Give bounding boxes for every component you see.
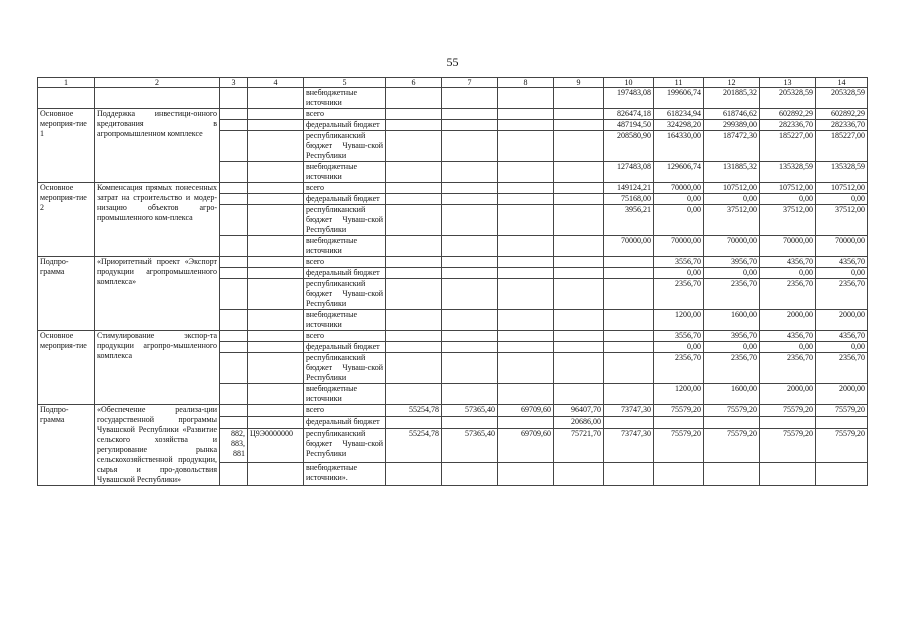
column-header: 1: [38, 78, 95, 88]
value-cell: [386, 205, 442, 236]
source-cell: федеральный бюджет: [304, 417, 386, 429]
source-cell: всего: [304, 183, 386, 194]
value-cell: 75579,20: [760, 405, 816, 417]
code-cs-cell: [248, 331, 304, 342]
value-cell: 164330,00: [654, 131, 704, 162]
value-cell: 324298,20: [654, 120, 704, 131]
value-cell: [498, 183, 554, 194]
value-cell: [386, 331, 442, 342]
activity-title-cell: Компенсация прямых понесенных затрат на строительство и модер-низацию объектов агро-промышленного ком-плекса: [95, 183, 220, 257]
value-cell: [604, 279, 654, 310]
empty-cell: [248, 88, 304, 109]
code-cs-cell: [248, 120, 304, 131]
value-cell: 282336,70: [816, 120, 868, 131]
budget-table: [37, 77, 868, 486]
value-cell: 0,00: [760, 194, 816, 205]
code-gr-cell: [220, 462, 248, 485]
value-cell: 57365,40: [442, 429, 498, 463]
value-cell: [704, 462, 760, 485]
value-cell: 70000,00: [760, 236, 816, 257]
table-row: [38, 257, 868, 268]
code-gr-cell: [220, 205, 248, 236]
source-cell: республиканский бюджет Чуваш-ской Республики: [304, 429, 386, 463]
value-cell: [604, 257, 654, 268]
value-cell: 0,00: [654, 268, 704, 279]
value-cell: 75579,20: [760, 429, 816, 463]
value-cell: 96407,70: [554, 405, 604, 417]
value-cell: [498, 417, 554, 429]
value-cell: [386, 384, 442, 405]
value-cell: [386, 183, 442, 194]
column-header: 11: [654, 78, 704, 88]
value-cell: [604, 310, 654, 331]
value-cell: [442, 131, 498, 162]
value-cell: [554, 257, 604, 268]
value-cell: 107512,00: [760, 183, 816, 194]
value-cell: 75579,20: [816, 405, 868, 417]
table-row: [38, 109, 868, 120]
column-header: 12: [704, 78, 760, 88]
source-cell: всего: [304, 257, 386, 268]
value-cell: [554, 331, 604, 342]
code-cs-cell: Ц9Э0000000: [248, 429, 304, 463]
source-cell: внебюджетные источники: [304, 236, 386, 257]
code-cs-cell: [248, 384, 304, 405]
value-cell: 2356,70: [654, 279, 704, 310]
value-cell: 4356,70: [816, 257, 868, 268]
source-cell: республиканский бюджет Чуваш-ской Республики: [304, 279, 386, 310]
value-cell: 487194,50: [604, 120, 654, 131]
value-cell: 69709,60: [498, 429, 554, 463]
value-cell: 2000,00: [816, 384, 868, 405]
value-cell: [760, 462, 816, 485]
value-cell: [554, 384, 604, 405]
value-cell: [386, 131, 442, 162]
column-header: 8: [498, 78, 554, 88]
code-cs-cell: [248, 162, 304, 183]
value-cell: [498, 120, 554, 131]
value-cell: [386, 162, 442, 183]
value-cell: [442, 384, 498, 405]
value-cell: [604, 268, 654, 279]
source-cell: республиканский бюджет Чуваш-ской Республики: [304, 205, 386, 236]
source-cell: внебюджетные источники».: [304, 462, 386, 485]
value-cell: [442, 268, 498, 279]
empty-cell: [38, 88, 95, 109]
value-cell: 0,00: [816, 194, 868, 205]
value-cell: [498, 205, 554, 236]
value-cell: [442, 342, 498, 353]
code-gr-cell: [220, 331, 248, 342]
value-cell: [554, 88, 604, 109]
value-cell: [442, 310, 498, 331]
value-cell: [386, 120, 442, 131]
value-cell: 57365,40: [442, 405, 498, 417]
code-gr-cell: [220, 405, 248, 417]
header-row: [38, 78, 868, 88]
value-cell: [386, 417, 442, 429]
value-cell: 0,00: [704, 194, 760, 205]
code-cs-cell: [248, 257, 304, 268]
value-cell: [498, 236, 554, 257]
code-gr-cell: [220, 120, 248, 131]
column-header: 3: [220, 78, 248, 88]
value-cell: [554, 268, 604, 279]
value-cell: 69709,60: [498, 405, 554, 417]
activity-title-cell: «Обеспечение реализа-ции государственной программы Чувашской Республики «Развитие сельского хозяйства и регулирование рынка сельскохозяйственной продукции, сырья и про-довольствия Чувашской Республики»: [95, 405, 220, 486]
value-cell: 73747,30: [604, 405, 654, 417]
value-cell: 3556,70: [654, 257, 704, 268]
value-cell: [554, 131, 604, 162]
code-gr-cell: [220, 417, 248, 429]
value-cell: 70000,00: [816, 236, 868, 257]
value-cell: [442, 353, 498, 384]
value-cell: [442, 205, 498, 236]
value-cell: [498, 342, 554, 353]
value-cell: [386, 88, 442, 109]
value-cell: 75721,70: [554, 429, 604, 463]
value-cell: [498, 353, 554, 384]
value-cell: 4356,70: [760, 331, 816, 342]
activity-type-cell: Основное мероприя-тие 1: [38, 109, 95, 183]
value-cell: 3956,70: [704, 257, 760, 268]
code-cs-cell: [248, 279, 304, 310]
column-header: 4: [248, 78, 304, 88]
value-cell: 1200,00: [654, 384, 704, 405]
value-cell: [816, 417, 868, 429]
value-cell: 4356,70: [760, 257, 816, 268]
value-cell: 0,00: [654, 194, 704, 205]
column-header: 5: [304, 78, 386, 88]
value-cell: [554, 342, 604, 353]
value-cell: [442, 194, 498, 205]
value-cell: 37512,00: [704, 205, 760, 236]
source-cell: федеральный бюджет: [304, 194, 386, 205]
value-cell: [442, 183, 498, 194]
column-header: 2: [95, 78, 220, 88]
value-cell: 55254,78: [386, 405, 442, 417]
value-cell: 0,00: [760, 342, 816, 353]
value-cell: 1600,00: [704, 310, 760, 331]
value-cell: 2000,00: [760, 310, 816, 331]
value-cell: 1600,00: [704, 384, 760, 405]
code-gr-cell: [220, 236, 248, 257]
value-cell: [386, 310, 442, 331]
activity-title-cell: Стимулирование экспор-та продукции агропро-мышленного комплекса: [95, 331, 220, 405]
value-cell: [498, 384, 554, 405]
value-cell: 205328,59: [816, 88, 868, 109]
value-cell: 75579,20: [654, 429, 704, 463]
table-row: [38, 88, 868, 109]
value-cell: [498, 279, 554, 310]
value-cell: 70000,00: [704, 236, 760, 257]
value-cell: [554, 353, 604, 384]
code-gr-cell: [220, 310, 248, 331]
code-gr-cell: [220, 194, 248, 205]
source-cell: республиканский бюджет Чуваш-ской Республики: [304, 353, 386, 384]
value-cell: 185227,00: [760, 131, 816, 162]
code-cs-cell: [248, 310, 304, 331]
value-cell: [498, 462, 554, 485]
source-cell: внебюджетные источники: [304, 310, 386, 331]
source-cell: федеральный бюджет: [304, 342, 386, 353]
empty-cell: [95, 88, 220, 109]
code-gr-cell: [220, 109, 248, 120]
value-cell: [554, 462, 604, 485]
code-cs-cell: [248, 353, 304, 384]
page-number: 55: [446, 55, 459, 69]
value-cell: [498, 162, 554, 183]
value-cell: 199606,74: [654, 88, 704, 109]
value-cell: 3956,70: [704, 331, 760, 342]
value-cell: 1200,00: [654, 310, 704, 331]
source-cell: всего: [304, 109, 386, 120]
value-cell: 197483,08: [604, 88, 654, 109]
value-cell: 282336,70: [760, 120, 816, 131]
value-cell: 2356,70: [816, 353, 868, 384]
source-cell: внебюджетные источники: [304, 162, 386, 183]
value-cell: 2000,00: [816, 310, 868, 331]
value-cell: [442, 162, 498, 183]
value-cell: 75579,20: [654, 405, 704, 417]
value-cell: 2356,70: [760, 353, 816, 384]
value-cell: [442, 109, 498, 120]
column-header: 9: [554, 78, 604, 88]
value-cell: 3956,21: [604, 205, 654, 236]
value-cell: 2356,70: [704, 353, 760, 384]
code-cs-cell: [248, 205, 304, 236]
value-cell: 127483,08: [604, 162, 654, 183]
value-cell: 131885,32: [704, 162, 760, 183]
value-cell: 135328,59: [816, 162, 868, 183]
code-gr-cell: [220, 162, 248, 183]
value-cell: [760, 417, 816, 429]
value-cell: 0,00: [654, 205, 704, 236]
activity-title-cell: Поддержка инвестици-онного кредитования в агропромышленном комплексе: [95, 109, 220, 183]
activity-type-cell: Подпро-грамма: [38, 405, 95, 486]
code-gr-cell: [220, 384, 248, 405]
value-cell: [704, 417, 760, 429]
value-cell: 107512,00: [704, 183, 760, 194]
column-header: 13: [760, 78, 816, 88]
value-cell: 20686,00: [554, 417, 604, 429]
value-cell: 208580,90: [604, 131, 654, 162]
value-cell: [498, 109, 554, 120]
value-cell: 2356,70: [816, 279, 868, 310]
code-cs-cell: [248, 131, 304, 162]
code-cs-cell: [248, 417, 304, 429]
value-cell: [554, 236, 604, 257]
source-cell: внебюджетные источники: [304, 384, 386, 405]
value-cell: 0,00: [704, 342, 760, 353]
activity-type-cell: Подпро-грамма: [38, 257, 95, 331]
value-cell: [816, 462, 868, 485]
value-cell: [554, 183, 604, 194]
value-cell: 70000,00: [654, 183, 704, 194]
value-cell: 201885,32: [704, 88, 760, 109]
table-row: [38, 331, 868, 342]
column-header: 10: [604, 78, 654, 88]
value-cell: 0,00: [816, 342, 868, 353]
value-cell: 0,00: [654, 342, 704, 353]
value-cell: [386, 109, 442, 120]
code-gr-cell: [220, 342, 248, 353]
value-cell: [554, 310, 604, 331]
value-cell: 37512,00: [816, 205, 868, 236]
value-cell: 149124,21: [604, 183, 654, 194]
code-cs-cell: [248, 183, 304, 194]
value-cell: [386, 462, 442, 485]
column-header: 14: [816, 78, 868, 88]
value-cell: 73747,30: [604, 429, 654, 463]
source-cell: федеральный бюджет: [304, 268, 386, 279]
value-cell: [604, 331, 654, 342]
value-cell: [604, 384, 654, 405]
value-cell: 0,00: [816, 268, 868, 279]
value-cell: [498, 194, 554, 205]
value-cell: 75168,00: [604, 194, 654, 205]
value-cell: [654, 462, 704, 485]
value-cell: 826474,18: [604, 109, 654, 120]
value-cell: [554, 205, 604, 236]
code-gr-cell: [220, 257, 248, 268]
value-cell: 70000,00: [604, 236, 654, 257]
code-cs-cell: [248, 405, 304, 417]
value-cell: 75579,20: [816, 429, 868, 463]
source-cell: всего: [304, 405, 386, 417]
value-cell: [498, 131, 554, 162]
code-cs-cell: [248, 462, 304, 485]
code-cs-cell: [248, 194, 304, 205]
value-cell: 618746,62: [704, 109, 760, 120]
code-gr-cell: [220, 183, 248, 194]
value-cell: [604, 462, 654, 485]
value-cell: 2356,70: [654, 353, 704, 384]
value-cell: 0,00: [760, 268, 816, 279]
value-cell: [442, 88, 498, 109]
value-cell: 618234,94: [654, 109, 704, 120]
value-cell: [554, 279, 604, 310]
value-cell: [554, 194, 604, 205]
value-cell: [386, 342, 442, 353]
value-cell: 299389,00: [704, 120, 760, 131]
table-row: [38, 405, 868, 417]
activity-title-cell: «Приоритетный проект «Экспорт продукции агропромышленного комплекса»: [95, 257, 220, 331]
value-cell: 2356,70: [760, 279, 816, 310]
value-cell: 70000,00: [654, 236, 704, 257]
value-cell: 37512,00: [760, 205, 816, 236]
empty-cell: [220, 88, 248, 109]
value-cell: 75579,20: [704, 429, 760, 463]
code-cs-cell: [248, 109, 304, 120]
value-cell: [442, 279, 498, 310]
source-cell: всего: [304, 331, 386, 342]
column-header: 6: [386, 78, 442, 88]
source-cell: республиканский бюджет Чуваш-ской Республики: [304, 131, 386, 162]
value-cell: [604, 353, 654, 384]
value-cell: [442, 462, 498, 485]
value-cell: [442, 331, 498, 342]
source-cell: федеральный бюджет: [304, 120, 386, 131]
table-row: [38, 183, 868, 194]
value-cell: [498, 88, 554, 109]
value-cell: [604, 342, 654, 353]
value-cell: [386, 353, 442, 384]
value-cell: 107512,00: [816, 183, 868, 194]
code-gr-cell: [220, 279, 248, 310]
value-cell: [442, 120, 498, 131]
value-cell: 2356,70: [704, 279, 760, 310]
column-header: 7: [442, 78, 498, 88]
value-cell: 75579,20: [704, 405, 760, 417]
source-cell: внебюджетные источники: [304, 88, 386, 109]
value-cell: 205328,59: [760, 88, 816, 109]
value-cell: [386, 279, 442, 310]
value-cell: [386, 268, 442, 279]
value-cell: [442, 257, 498, 268]
value-cell: 129606,74: [654, 162, 704, 183]
value-cell: [498, 268, 554, 279]
value-cell: [498, 310, 554, 331]
value-cell: 185227,00: [816, 131, 868, 162]
value-cell: 602892,29: [760, 109, 816, 120]
code-cs-cell: [248, 236, 304, 257]
value-cell: 4356,70: [816, 331, 868, 342]
code-gr-cell: [220, 268, 248, 279]
value-cell: 135328,59: [760, 162, 816, 183]
code-cs-cell: [248, 342, 304, 353]
value-cell: [554, 120, 604, 131]
code-gr-cell: 882, 883, 881: [220, 429, 248, 463]
value-cell: [654, 417, 704, 429]
code-cs-cell: [248, 268, 304, 279]
value-cell: [442, 417, 498, 429]
value-cell: 2000,00: [760, 384, 816, 405]
activity-type-cell: Основное мероприя-тие: [38, 331, 95, 405]
value-cell: [498, 331, 554, 342]
value-cell: [442, 236, 498, 257]
value-cell: 55254,78: [386, 429, 442, 463]
value-cell: [554, 109, 604, 120]
value-cell: 602892,29: [816, 109, 868, 120]
value-cell: [498, 257, 554, 268]
value-cell: [386, 236, 442, 257]
code-gr-cell: [220, 353, 248, 384]
value-cell: [604, 417, 654, 429]
value-cell: 0,00: [704, 268, 760, 279]
value-cell: 3556,70: [654, 331, 704, 342]
value-cell: [554, 162, 604, 183]
activity-type-cell: Основное мероприя-тие 2: [38, 183, 95, 257]
value-cell: [386, 194, 442, 205]
code-gr-cell: [220, 131, 248, 162]
value-cell: [386, 257, 442, 268]
value-cell: 187472,30: [704, 131, 760, 162]
